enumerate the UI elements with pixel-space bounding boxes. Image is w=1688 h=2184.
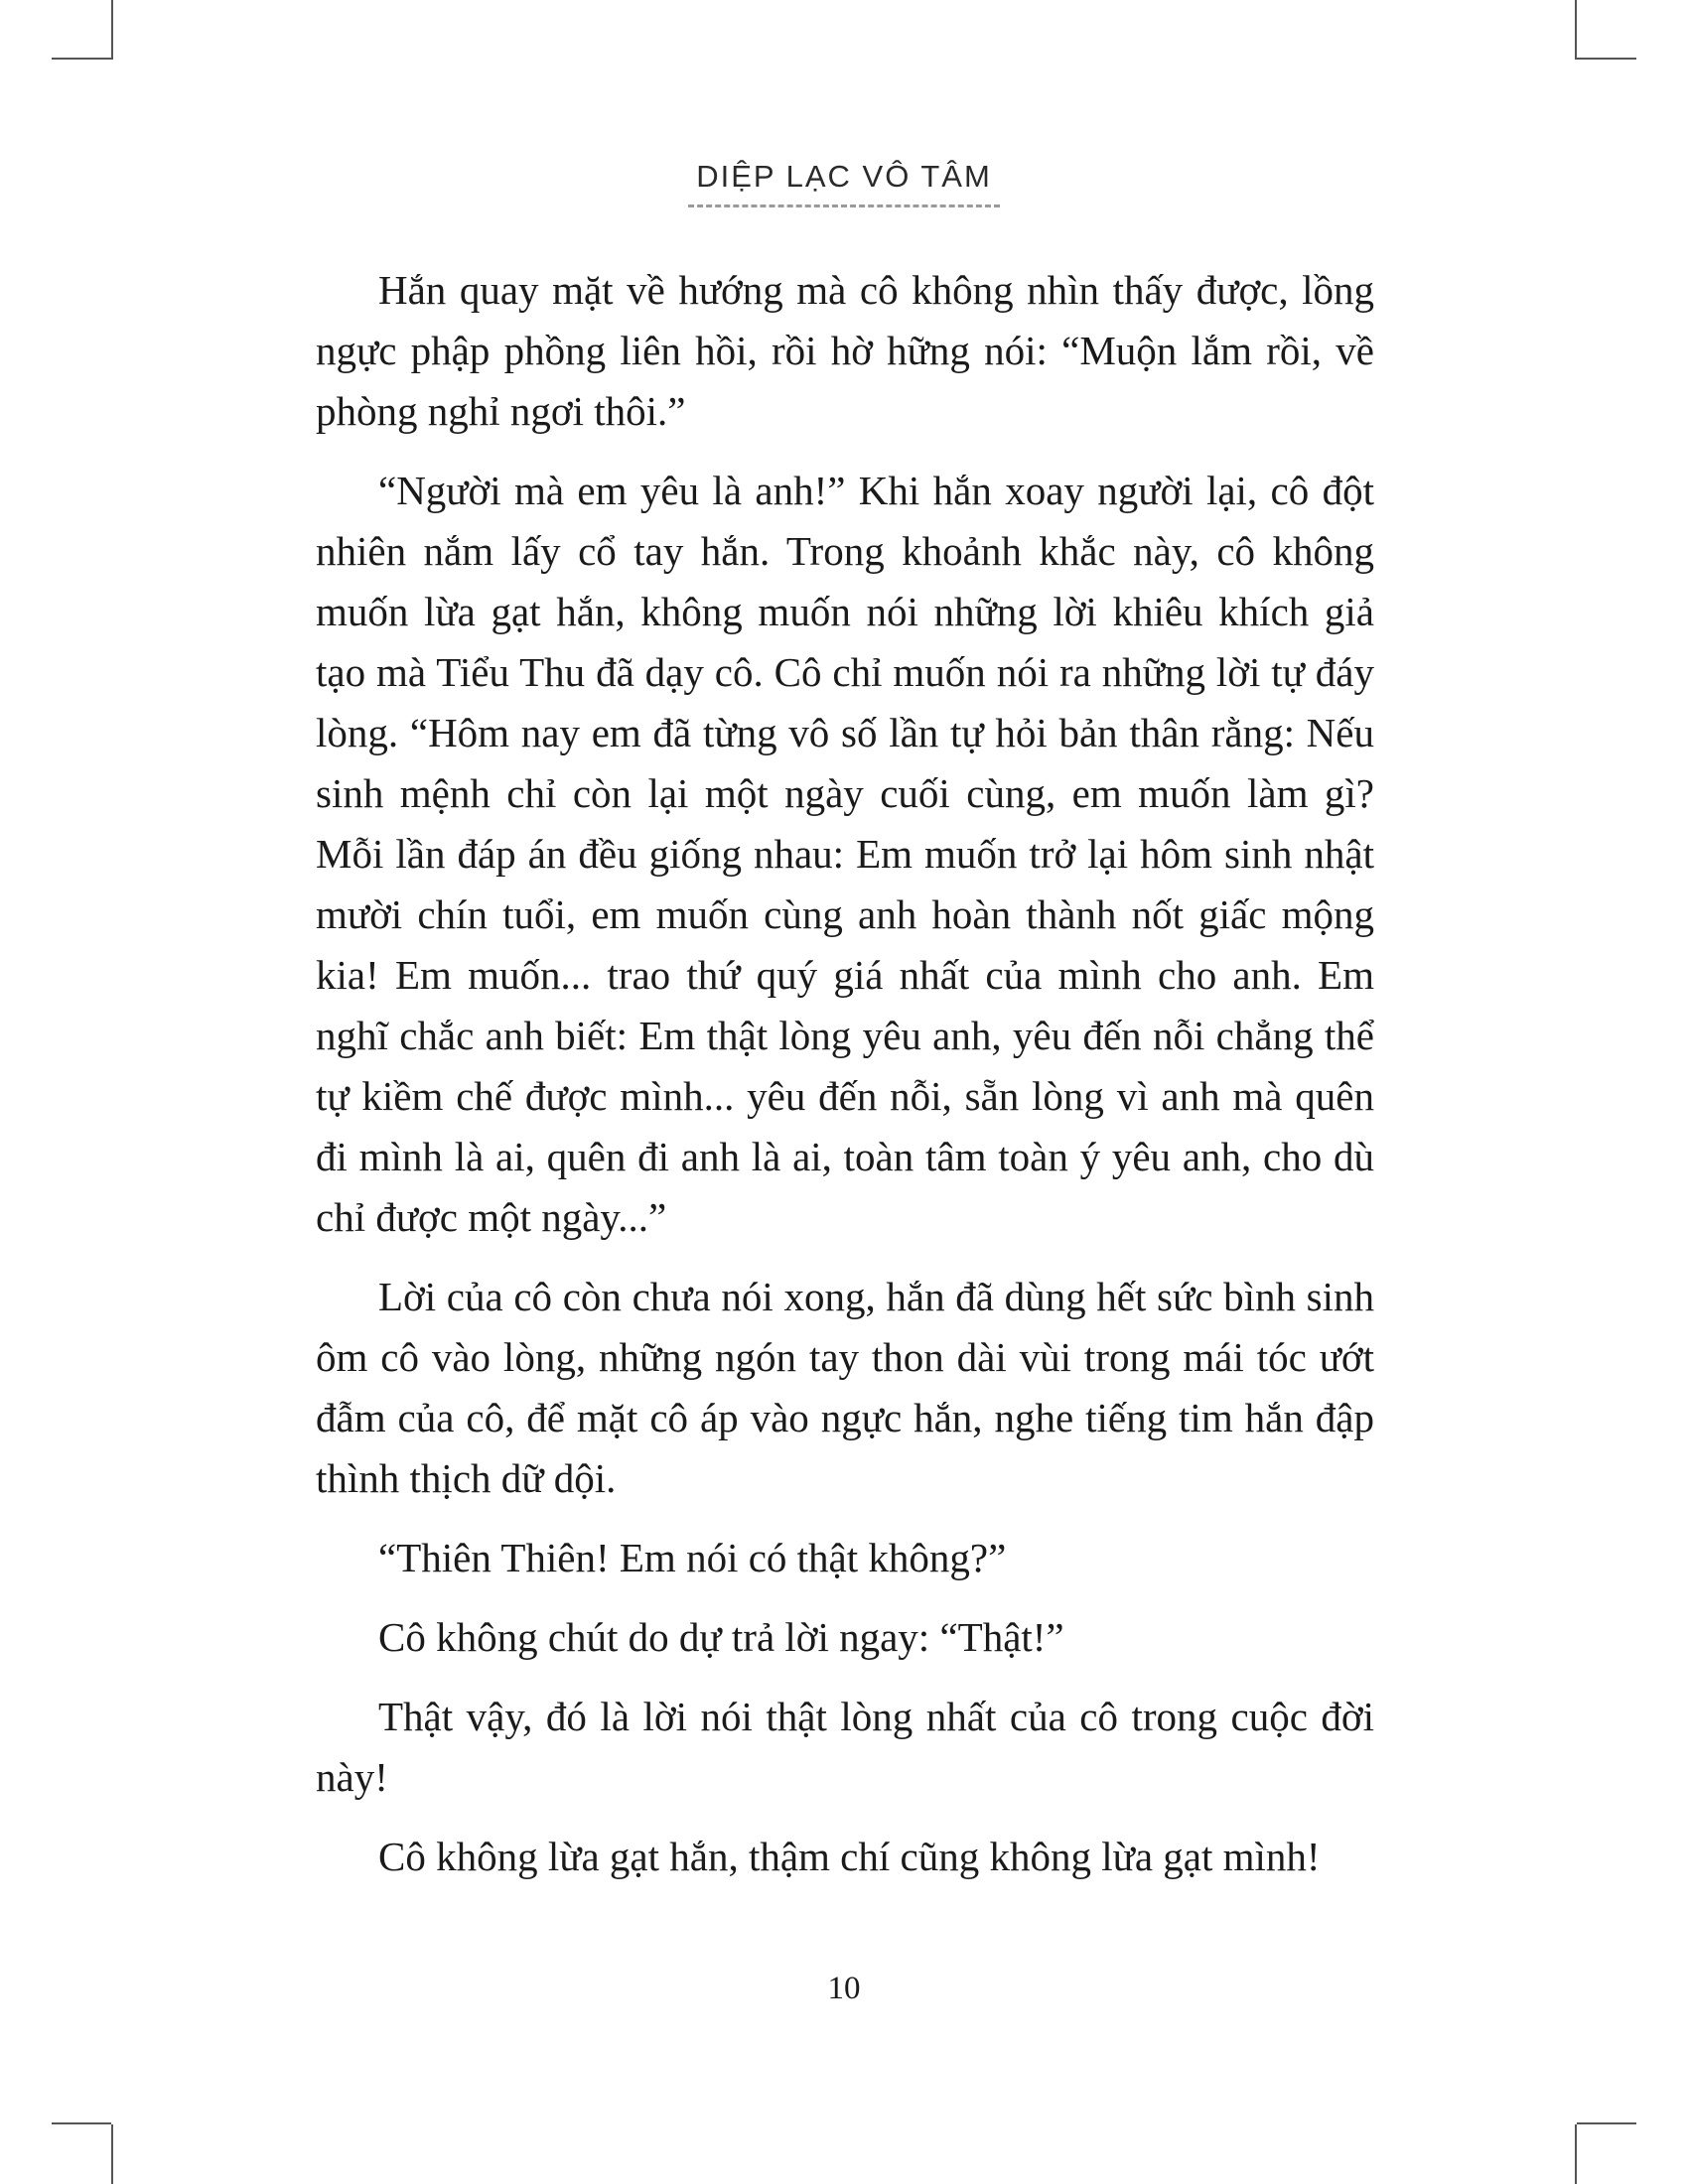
paragraph: Thật vậy, đó là lời nói thật lòng nhất của cô trong cuộc đời này! <box>316 1694 1374 1800</box>
paragraph: Cô không lừa gạt hắn, thậm chí cũng không lừa gạt mình! <box>378 1834 1321 1879</box>
body-text <box>316 260 1374 1906</box>
paragraph: “Người mà em yêu là anh!” Khi hắn xoay người lại, cô đột nhiên nắm lấy cổ tay hắn. Trong khoảnh khắc này, cô không muốn lừa gạt hắn, không muốn nói những lời khiêu khích giả tạo mà Tiểu Thu đã dạy cô. Cô chỉ muốn nói ra những lời tự đáy lòng. “Hôm nay em đã từng vô số lần tự hỏi bản thân rằng: Nếu sinh mệnh chỉ còn lại một ngày cuối cùng, em muốn làm gì? Mỗi lần đáp án đều giống nhau: Em muốn trở lại hôm sinh nhật mười chín tuổi, em muốn cùng anh hoàn thành nốt giấc mộng kia! Em muốn... trao thứ quý giá nhất của mình cho anh. Em nghĩ chắc anh biết: Em thật lòng yêu anh, yêu đến nỗi chẳng thể tự kiềm chế được mình... yêu đến nỗi, sẵn lòng vì anh mà quên đi mình là ai, quên đi anh là ai, toàn tâm toàn ý yêu anh, cho dù chỉ được một ngày...” <box>316 468 1374 1240</box>
crop-mark-top-right-vertical <box>1575 0 1577 60</box>
crop-mark-bottom-left-horizontal <box>52 2122 111 2124</box>
paragraph: Hắn quay mặt về hướng mà cô không nhìn thấy được, lồng ngực phập phồng liên hồi, rồi hờ hững nói: “Muộn lắm rồi, về phòng nghỉ ngơi thôi.” <box>316 267 1374 434</box>
paragraph: Lời của cô còn chưa nói xong, hắn đã dùng hết sức bình sinh ôm cô vào lòng, những ngón tay thon dài vùi trong mái tóc ướt đẫm của cô, để mặt cô áp vào ngực hắn, nghe tiếng tim hắn đập thình thịch dữ dội. <box>316 1274 1374 1501</box>
paragraph: “Thiên Thiên! Em nói có thật không?” <box>378 1535 1007 1580</box>
crop-mark-top-right-horizontal <box>1577 58 1636 60</box>
page-number: 10 <box>827 1971 861 2006</box>
running-header <box>0 159 1688 207</box>
crop-mark-bottom-right-horizontal <box>1577 2122 1636 2124</box>
crop-mark-bottom-right-vertical <box>1575 2124 1577 2184</box>
crop-mark-bottom-left-vertical <box>111 2124 113 2184</box>
crop-mark-top-left-horizontal <box>52 58 111 60</box>
crop-mark-top-left-vertical <box>111 0 113 60</box>
book-title: DIỆP LẠC VÔ TÂM <box>688 159 1000 207</box>
paragraph: Cô không chút do dự trả lời ngay: “Thật!” <box>378 1614 1064 1660</box>
